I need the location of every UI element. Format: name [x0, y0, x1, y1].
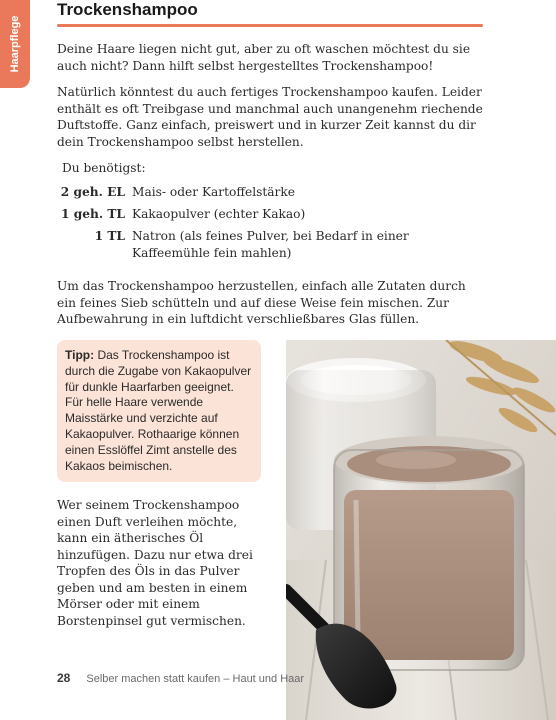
page-footer	[57, 671, 304, 685]
ingredient-name: Mais- oder Kartoffelstärke	[132, 185, 295, 199]
tip-label: Tipp:	[65, 348, 95, 362]
ingredient-quantity: 1 TL	[94, 229, 125, 243]
ingredient-name: Natron (als feines Pulver, bei Bedarf in einer Kaffeemühle fein mahlen)	[132, 229, 409, 260]
tip-box	[57, 340, 261, 482]
ingredients-heading: Du benötigst:	[62, 161, 146, 175]
ingredient-row	[57, 184, 483, 201]
tip-text: Das Trockenshampoo ist durch die Zugabe von Kakaopulver für dunkle Haarfarben geeignet. Für helle Haare verwende Maisstärke und verzichte auf Kakaopulver. Rothaarige können einen Esslöffel Zimt anstelle des Kakaos beimischen.	[65, 348, 252, 473]
ingredient-list	[57, 184, 483, 267]
product-photo	[286, 340, 556, 720]
ingredient-row	[57, 206, 483, 223]
method-paragraph: Um das Trockenshampoo herzustellen, einfach alle Zutaten durch ein feines Sieb schütteln und auf diese Weise fein mischen. Zur Aufbewahrung in ein luftdicht verschließbares Glas füllen.	[57, 279, 466, 326]
buy-paragraph: Natürlich könntest du auch fertiges Trockenshampoo kaufen. Leider enthält es oft Treibgase und manchmal auch unangenehm riechende Duftstoffe. Ganz einfach, preiswert und in kurzer Zeit kannst du dir dein Trockenshampoo selbst herstellen.	[57, 85, 483, 149]
ingredient-quantity: 2 geh. EL	[60, 185, 125, 199]
jar-photo-illustration	[286, 340, 556, 720]
page-title: Trockenshampoo	[57, 0, 198, 19]
intro-paragraph: Deine Haare liegen nicht gut, aber zu oft waschen möchtest du sie auch nicht? Dann hilft selbst hergestelltes Trockenshampoo!	[57, 42, 471, 73]
book-title: Selber machen statt kaufen – Haut und Haar	[86, 673, 305, 685]
chapter-tab	[0, 0, 30, 88]
page-number: 28	[57, 671, 71, 685]
ingredient-quantity: 1 geh. TL	[61, 207, 125, 221]
scent-paragraph: Wer seinem Trockenshampoo einen Duft verleihen möchte, kann ein ätherisches Öl hinzufügen. Dazu nur etwa drei Tropfen des Öls in das Pulver geben und am besten in einem Mörser oder mit einem Borstenpinsel gut vermischen.	[57, 498, 253, 628]
chapter-tab-label: Haarpflege	[9, 15, 21, 73]
title-underline	[57, 24, 483, 27]
ingredient-name: Kakaopulver (echter Kakao)	[132, 207, 306, 221]
ingredient-row	[57, 228, 483, 261]
